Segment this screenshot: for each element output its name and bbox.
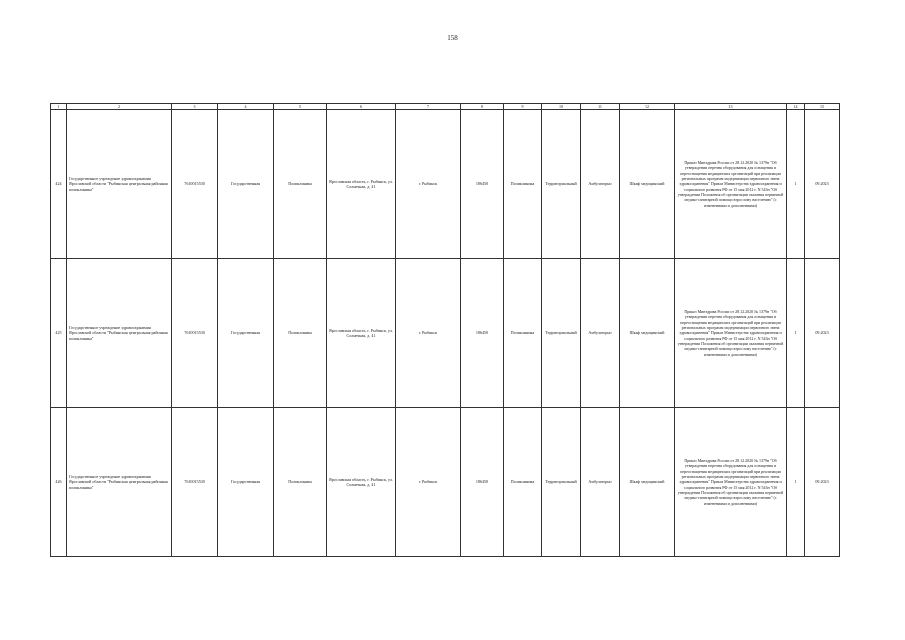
column-number: 14: [787, 104, 805, 110]
table-row: [51, 110, 840, 259]
column-number: 2: [67, 104, 172, 110]
table-row: [51, 408, 840, 557]
column-number: 1: [51, 104, 67, 110]
column-number: 15: [805, 104, 840, 110]
regulatory-document: Приказ Минздрава России от 28.12.2020 № 1379н "Об утверждении перечня оборудования для оснащения и переоснащения медицинских организаций при реализации региональных программ модернизации первичного звена здравоохранения" Приказ Министерства здравоохранения и социального развития РФ от 15 мая 2012 г. N 543н "Об утверждении Положения об организации оказания первичной медико-санитарной помощи взрослому населению" (с изменениями и дополнениями): [675, 259, 787, 408]
quantity: 1: [787, 408, 805, 557]
column-number: 4: [218, 104, 274, 110]
organization-name: Государственное учреждение здравоохранения Ярославской области "Рыбинская центральная районная поликлиника": [67, 110, 172, 259]
quantity: 1: [787, 110, 805, 259]
address: Ярославская область, г. Рыбинск, ул. Солнечная, д. 41: [327, 110, 396, 259]
equipment-name: Шкаф медицинский: [620, 110, 675, 259]
regulatory-document: Приказ Минздрава России от 28.12.2020 № 1379н "Об утверждении перечня оборудования для оснащения и переоснащения медицинских организаций при реализации региональных программ модернизации первичного звена здравоохранения" Приказ Министерства здравоохранения и социального развития РФ от 15 мая 2012 г. N 543н "Об утверждении Положения об организации оказания первичной медико-санитарной помощи взрослому населению" (с изменениями и дополнениями): [675, 110, 787, 259]
facility-kind: Поликлиника: [504, 408, 542, 557]
facility-kind: Поликлиника: [504, 259, 542, 408]
ownership-form: Государственная: [218, 408, 274, 557]
equipment-register-table: [50, 103, 840, 557]
inn-code: 7610015530: [172, 110, 218, 259]
facility-level: Территориальный: [542, 259, 581, 408]
organization-name: Государственное учреждение здравоохранения Ярославской области "Рыбинская центральная районная поликлиника": [67, 408, 172, 557]
column-number: 7: [396, 104, 461, 110]
column-number: 13: [675, 104, 787, 110]
table-row: [51, 259, 840, 408]
care-condition: Амбулаторно: [581, 408, 620, 557]
city: г. Рыбинск: [396, 408, 461, 557]
facility-kind: Поликлиника: [504, 110, 542, 259]
address: Ярославская область, г. Рыбинск, ул. Солнечная, д. 41: [327, 259, 396, 408]
delivery-date: 09.2023: [805, 408, 840, 557]
inn-code: 7610015530: [172, 408, 218, 557]
address: Ярославская область, г. Рыбинск, ул. Солнечная, д. 41: [327, 408, 396, 557]
equipment-name: Шкаф медицинский: [620, 408, 675, 557]
column-number: 9: [504, 104, 542, 110]
city: г. Рыбинск: [396, 259, 461, 408]
care-condition: Амбулаторно: [581, 110, 620, 259]
column-number: 11: [581, 104, 620, 110]
column-number: 5: [274, 104, 327, 110]
row-number: 426: [51, 408, 67, 557]
care-condition: Амбулаторно: [581, 259, 620, 408]
organization-type: Поликлиника: [274, 259, 327, 408]
column-number: 3: [172, 104, 218, 110]
facility-level: Территориальный: [542, 110, 581, 259]
column-number: 8: [461, 104, 504, 110]
organization-name: Государственное учреждение здравоохранения Ярославской области "Рыбинская центральная районная поликлиника": [67, 259, 172, 408]
equipment-name: Шкаф медицинский: [620, 259, 675, 408]
organization-type: Поликлиника: [274, 408, 327, 557]
page-number: 158: [447, 34, 458, 42]
facility-level: Территориальный: [542, 408, 581, 557]
postal-index: 186450: [461, 110, 504, 259]
column-number: 10: [542, 104, 581, 110]
inn-code: 7610015530: [172, 259, 218, 408]
column-number: 12: [620, 104, 675, 110]
row-number: 424: [51, 110, 67, 259]
city: г. Рыбинск: [396, 110, 461, 259]
ownership-form: Государственная: [218, 259, 274, 408]
quantity: 1: [787, 259, 805, 408]
regulatory-document: Приказ Минздрава России от 28.12.2020 № 1379н "Об утверждении перечня оборудования для оснащения и переоснащения медицинских организаций при реализации региональных программ модернизации первичного звена здравоохранения" Приказ Министерства здравоохранения и социального развития РФ от 15 мая 2012 г. N 543н "Об утверждении Положения об организации оказания первичной медико-санитарной помощи взрослому населению" (с изменениями и дополнениями): [675, 408, 787, 557]
ownership-form: Государственная: [218, 110, 274, 259]
postal-index: 186450: [461, 259, 504, 408]
column-number: 6: [327, 104, 396, 110]
delivery-date: 09.2023: [805, 110, 840, 259]
row-number: 425: [51, 259, 67, 408]
postal-index: 186450: [461, 408, 504, 557]
delivery-date: 09.2023: [805, 259, 840, 408]
organization-type: Поликлиника: [274, 110, 327, 259]
